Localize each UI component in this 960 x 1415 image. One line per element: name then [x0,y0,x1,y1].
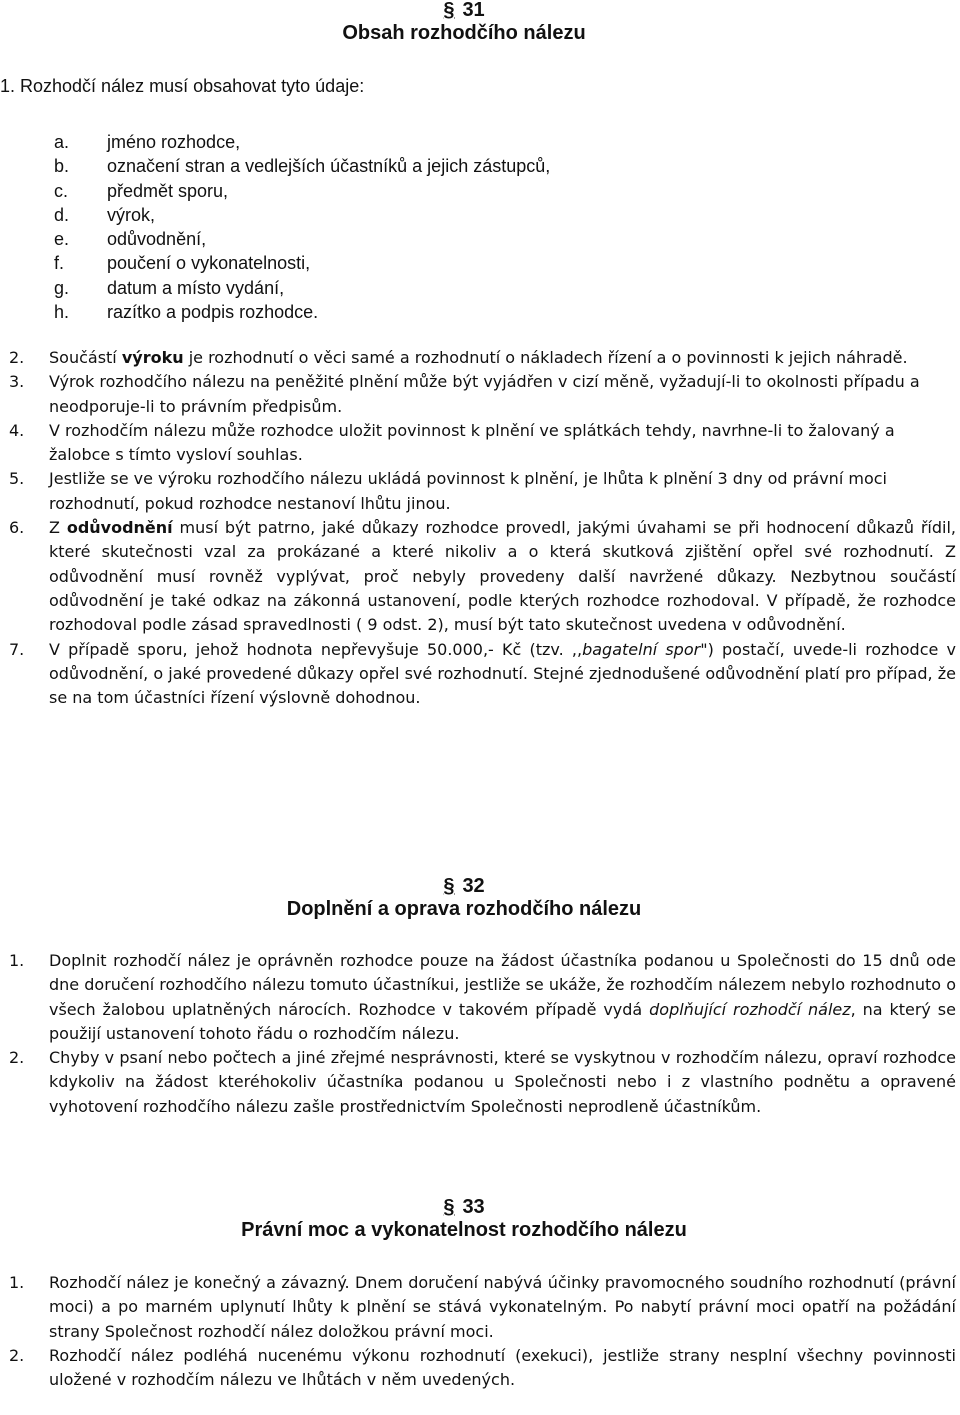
list-letter: d. [54,204,70,225]
italic-term: bagatelní spor [582,639,701,659]
italic-term: doplňující rozhodčí nález [649,999,851,1019]
section-32-paragraphs [0,949,960,1119]
paragraph-text: V rozhodčím nálezu může rozhodce uložit povinnost k plnění ve splátkách tehdy, navrhne-li to žalovaný a žalobce s tímto vysloví souhlas. [49,420,895,465]
section-31-title: Obsah rozhodčího nálezu [342,22,586,44]
paragraph-number: 2. [9,1345,25,1365]
list-letter: c. [54,180,69,201]
paragraph-1 [0,949,960,1046]
bold-term: odůvodnění [66,518,173,538]
paragraph-3 [0,370,960,419]
list-letter: f. [54,253,65,274]
paragraph-text: , na který se použijí ustanovení tohoto řádu o rozhodčím nálezu. [49,999,956,1043]
section-31-intro: 1. Rozhodčí nález musí obsahovat tyto údaje: [0,76,365,96]
paragraph-text: ") postačí, uvede-li rozhodce v odůvodnění, o jaké provedené důkazy opřel své rozhodnutí. Stejné zjednodušené odůvodnění platí pro případ, že se na tom účastníci řízení výslovně dohodnou. [49,639,956,708]
paragraph-6 [0,516,960,637]
paragraph-2 [0,346,960,370]
paragraph-text: V případě sporu, jehož hodnota nepřevyšuje 50.000,- Kč (tzv. [49,639,572,659]
paragraph-sign: § [443,875,455,897]
list-text: výrok, [107,204,156,225]
paragraph-1 [0,1271,960,1344]
list-item [54,203,550,227]
list-text: poučení o vykonatelnosti, [107,253,311,274]
paragraph-number: 2. [9,348,25,367]
paragraph-2 [0,1046,960,1119]
list-letter: g. [54,277,70,298]
paragraph-text: Z [49,518,67,538]
list-letter: a. [54,132,70,152]
list-text: odůvodnění, [107,229,207,250]
list-item [54,300,550,324]
paragraph-2 [0,1344,960,1393]
paragraph-sign: § [443,1196,455,1218]
list-item [54,154,550,178]
paragraph-number: 6. [9,518,25,538]
paragraph-number: 4. [9,420,25,440]
section-number: 32 [462,875,485,897]
paragraph-4 [0,419,960,468]
paragraph-text: Jestliže se ve výroku rozhodčího nálezu ukládá povinnost k plnění, je lhůta k plnění 3 dny od právní moci rozhodnutí, pokud rozhodce nestanoví lhůtu jinou. [49,469,887,513]
section-number: 33 [462,1196,485,1218]
paragraph-text: Součástí [49,348,122,367]
paragraph-5 [0,467,960,516]
paragraph-sign: § [443,0,455,21]
section-32-title: Doplnění a oprava rozhodčího nálezu [286,898,642,920]
list-letter: b. [54,156,70,177]
paragraph-text: Rozhodčí nález podléhá nucenému výkonu rozhodnutí (exekuci), jestliže strany nesplní všechny povinnosti uložené v rozhodčím nálezu ve lhůtách v něm uvedených. [49,1345,956,1390]
list-letter: h. [54,302,70,323]
paragraph-number: 1. [9,951,25,970]
list-item [54,276,550,300]
list-text: předmět sporu, [107,180,229,201]
paragraph-number: 2. [9,1048,25,1068]
paragraph-text: musí být patrno, jaké důkazy rozhodce provedl, jakými úvahami se při hodnocení důkazů řídil, které skutečnosti vzal za prokázané a které nikoliv a o která skutková zjištění opřel své rozhodnutí. Z odůvodnění musí rovněž vyplývat, proč nebyly provedeny další navržené důkazy. Nezbytnou součástí odůvodnění je také odkaz na zákonná ustanovení, podle kterých rozhodce rozhodoval. V případě, že rozhodce rozhodoval podle zásad spravedlnosti ( 9 odst. 2), musí být tato skutečnost uvedena v odůvodnění. [49,518,956,635]
section-number: 31 [462,0,485,21]
paragraph-text: Výrok rozhodčího nálezu na peněžité plnění může být vyjádřen v cizí měně, vyžadují-li to okolnosti případu a neodporuje-li to právním předpisům. [49,372,920,416]
paragraph-number: 7. [9,639,25,659]
paragraph-text: Doplnit rozhodčí nález je oprávněn rozhodce pouze na žádost účastníka podanou u Společnosti do 15 dnů ode dne doručení rozhodčího nálezu tomuto účastníkui, jestliže se ukáže, že rozhodčím nálezem nebylo rozhodnuto o všech žalobou uplatněných nárocích. Rozhodce v takovém případě vydá [49,951,956,1019]
paragraph-text: Chyby v psaní nebo počtech a jiné zřejmé nesprávnosti, které se vyskytnou v rozhodčím nálezu, opraví rozhodce kdykoliv na žádost kteréhokoliv účastníka podanou u Společnosti nebo i z vlastního podnětu a opravené vyhotovení rozhodčího nálezu zašle prostřednictvím Společnosti neprodleně účastníkům. [49,1048,956,1116]
list-text: jméno rozhodce, [107,132,241,152]
paragraph-number: 3. [9,372,25,392]
paragraph-number: 5. [9,469,25,489]
required-items-list [54,130,550,324]
list-item [54,251,550,275]
list-text: razítko a podpis rozhodce. [107,302,319,323]
paragraph-text: je rozhodnutí o věci samé a rozhodnutí o nákladech řízení a o povinnosti k jejich náhradě. [183,348,908,367]
paragraph-7 [0,638,960,711]
paragraph-number: 1. [9,1273,25,1292]
list-letter: e. [54,229,70,250]
list-item [54,179,550,203]
list-text: datum a místo vydání, [107,277,285,298]
paragraph-text: ,, [571,639,583,659]
section-33-title: Právní moc a vykonatelnost rozhodčího nálezu [241,1219,687,1241]
paragraph-text: Rozhodčí nález je konečný a závazný. Dnem doručení nabývá účinky pravomocného soudního rozhodnutí (právní moci) a po marném uplynutí lhůty k plnění se stává vykonatelným. Po nabytí právní moci opatří na požádání strany Společnost rozhodčí nález doložkou právní moci. [49,1273,956,1341]
section-33-paragraphs [0,1271,960,1392]
list-item [54,227,550,251]
list-text: označení stran a vedlejších účastníků a jejich zástupců, [107,156,551,177]
list-item [54,130,550,154]
section-31-paragraphs [0,346,960,710]
bold-term: výroku [121,348,184,367]
